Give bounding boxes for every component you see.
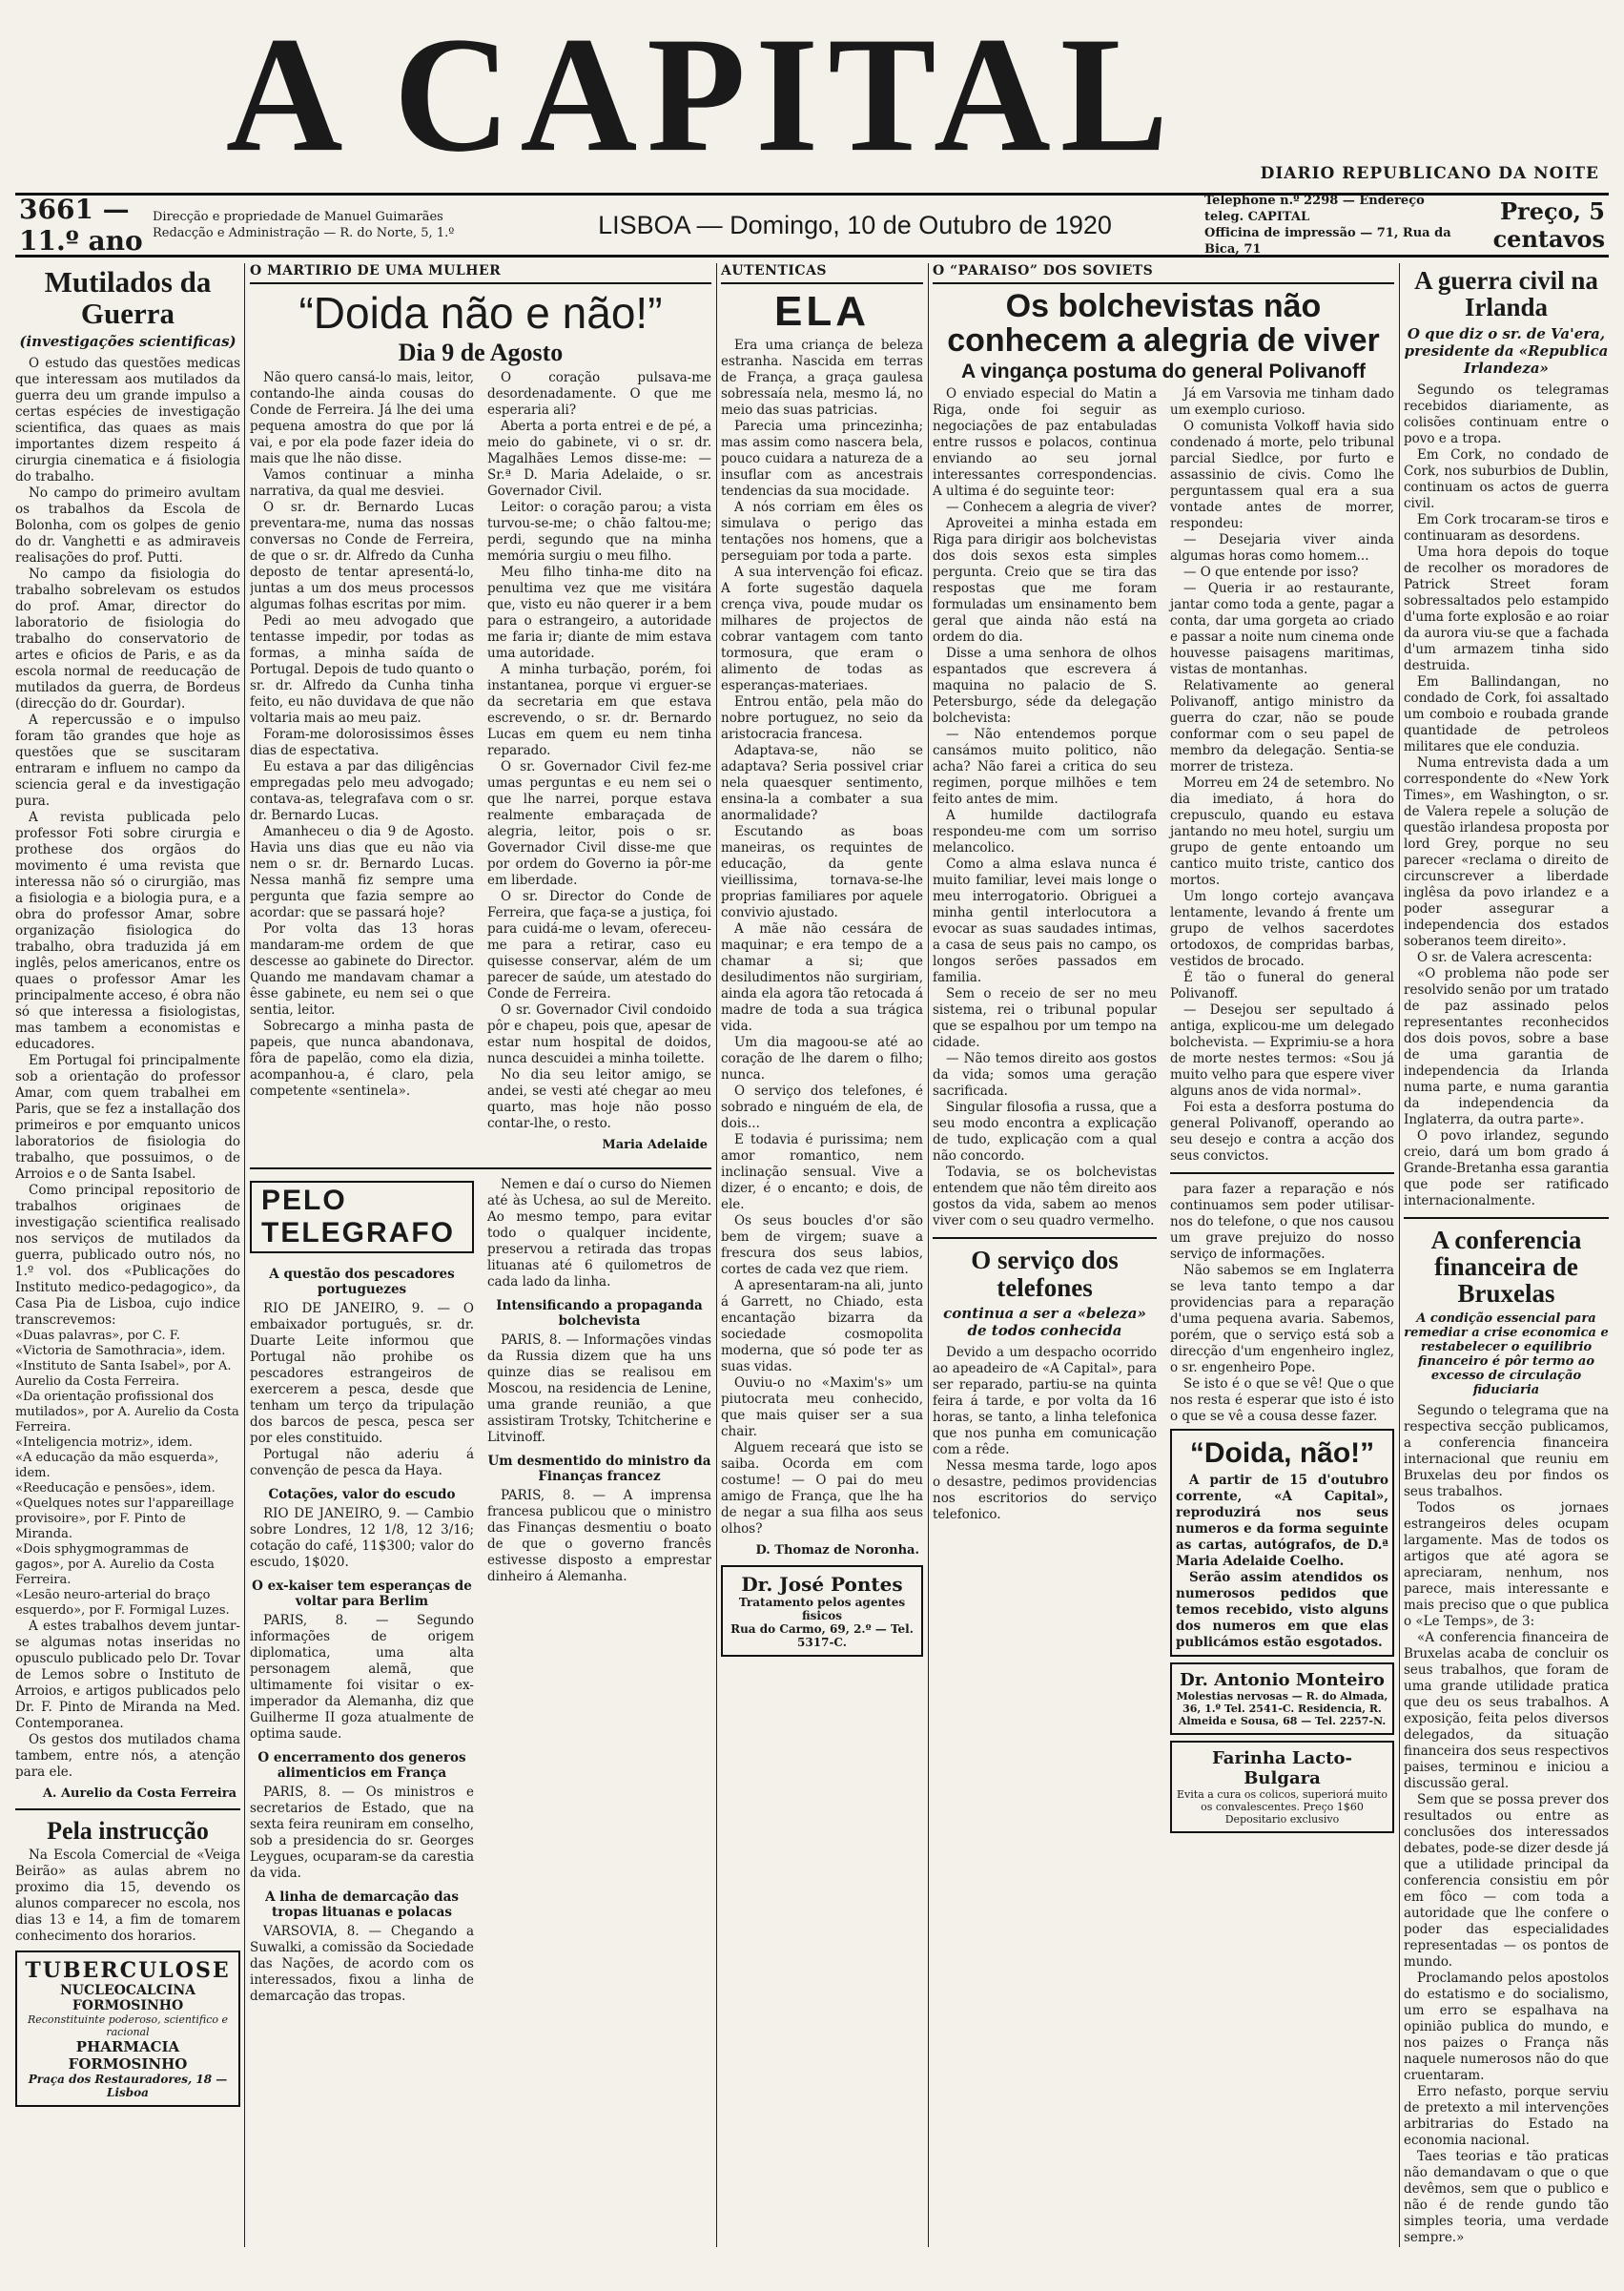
redaction-line: Redacção e Administração — R. do Norte, 5, 1.º <box>153 226 455 240</box>
paragraph: Em Cork trocaram-se tiros e continuaram as desordens. <box>1404 511 1609 544</box>
paragraph: Entrou então, pela mão do nobre portuguez, no seio da aristocracia francesa. <box>721 694 923 743</box>
divider <box>933 1237 1157 1239</box>
paragraph: Ouviu-o no «Maxim's» um piutocrata meu conhecido, que mais quiser ser a sua chair. <box>721 1375 923 1440</box>
paragraph: PARIS, 8. — Segundo informações de origem diplomatica, uma alta personagem alemã, que ultimamente foi visitar o ex-imperador da Alemanha, diz que Guilherme II goza atualmente de optima saude. <box>250 1612 474 1742</box>
telegraph-left <box>250 1177 474 2005</box>
paragraph: Em Portugal foi principalmente sob a orientação do professor Amar, com quem trabalhei em Paris, que se fez a installação dos primeiros e por emquanto unicos laboratorios de fisiologia do trabalho, que possuimos, o de Arroios e o de Santa Isabel. <box>15 1053 240 1183</box>
paragraph: A estes trabalhos devem juntar-se algumas notas inseridas no opusculo publicado pelo Dr. Tovar de Lemos sobre o Instituto de Arroios, e artigos publicados pelo Dr. F. Pinto de Miranda na Med. Contemporanea. <box>15 1619 240 1732</box>
paragraph: Era uma criança de beleza estranha. Nascida em terras de França, a graça gaulesa sobressaía nela, mesmo lá, no meio das suas patricias. <box>721 338 923 419</box>
list-item: «Duas palavras», por C. F. <box>15 1329 180 1344</box>
paragraph: Já em Varsovia me tinham dado um exemplo curioso. <box>1170 386 1394 419</box>
ad-line: Evita a cura os colicos, superiorá muito os convalescentes. Preço 1$60 <box>1177 1787 1388 1813</box>
paragraph: A repercussão e o impulso foram tão grandes que hoje as questões que se suscitaram entraram e influem no campo da sciencia geral e da investigação pura. <box>15 712 240 810</box>
masthead <box>15 3 1609 193</box>
telegraph-section <box>250 1177 711 2005</box>
paragraph: — Não entendemos porque cansámos muito politico, não acha? Não farei a critica do seu regimen, porque milhões e tem feito antes de mim. <box>933 727 1157 808</box>
ad-line: PHARMACIA FORMOSINHO <box>68 2038 188 2074</box>
paragraph: A mãe não cessára de maquinar; e era tempo de a chamar a si; que desiludimentos não surgiriam, ainda ela agora tão retocada á madre de toda a sua trágica vida. <box>721 921 923 1035</box>
paragraph: E todavia é purissima; nem amor romantico, nem inclinação sensual. Vive a dizer, é o encanto; e dois, de ele. <box>721 1132 923 1213</box>
paragraph: No campo do primeiro avultam os trabalhos da Escola de Bolonha, com os golpes de genio do dr. Vanghetti e as admiraveis realisações do prof. Putti. <box>15 485 240 567</box>
paragraph: No dia seu leitor amigo, se andei, se vesti até chegar ao meu quarto, mas hoje não posso contar-lhe, o resto. <box>487 1066 711 1131</box>
article-headline: Os bolchevistas não conhecem a alegria de viver <box>947 288 1380 359</box>
paragraph: Como a alma eslava nunca é muito familiar, levei mais longe o meu interrogatorio. Obriguei a minha gentil interlocutora a evocar as suas saudades intimas, a casa de seus pais no campo, os longos serões passados em familia. <box>933 857 1157 986</box>
article-subhead: Dia 9 de Agosto <box>398 339 564 367</box>
paragraph: Um longo cortejo avançava lentamente, levando á frente um grupo de velhos sacerdotes ortodoxos, de compridas barbas, vestidos de brocado. <box>1170 889 1394 970</box>
ad-line: Depositario exclusivo <box>1224 1812 1340 1826</box>
paragraph: Singular filosofia a russa, que a seu modo encontra a explicação de tudo, explicação com a qual não concordo. <box>933 1100 1157 1165</box>
article-headline: O serviço dos telefones <box>971 1246 1119 1302</box>
article-kicker: O MARTIRIO DE UMA MULHER <box>250 263 711 284</box>
paragraph: A sua intervenção foi eficaz. A forte sugestão daquela crença viva, poude mudar os milhares de projectos de cobrar vantagem com tanto tormosura, que eram o alimento de todas as esperanças-materiaes. <box>721 565 923 694</box>
paragraph: Devido a um despacho ocorrido ao apeadeiro de «A Capital», para ser reparado, partiu-se na quinta feira á tarde, e por volta da 16 horas, se tanto, a linha telefonica que nos punha em comunicação com a rêde. <box>933 1345 1157 1458</box>
paragraph: Pedi ao meu advogado que tentasse impedir, por todas as formas, a minha saída de Portugal. Depois de tudo quanto o sr. dr. Alfredo da Cunha tinha feito, eu não duvidava de que não voltaria mais ao meu paiz. <box>250 612 474 726</box>
paragraph: O sr. Director do Conde de Ferreira, que faça-se a justiça, foi para cuidá-me o levam, ofereceu-me para a retirar, caso eu quisesse conservar, além de um parecer de saúde, um atestado do Conde de Ferreira. <box>487 888 711 1001</box>
paragraph: Sem o receio de ser no meu sistema, rei o tribunal popular que se espalhou por um tempo na cidade. <box>933 986 1157 1051</box>
paragraph: Erro nefasto, porque serviu de pretexto a mil intervenções arbitrarias do Estado na economia nacional. <box>1404 2083 1609 2148</box>
advertisement <box>721 1565 923 1657</box>
paragraph: O sr. dr. Bernardo Lucas preventara-me, numa das nossas conversas no Conde de Ferreira, de que o sr. dr. Alfredo da Cunha deposto de tentar apresentá-lo, juntas a um dos meus processos algumas folhas escritas por mim. <box>250 499 474 612</box>
paragraph: A partir de 15 d'outubro corrente, «A Capital», reproduzirá nos seus numeros e da forma seguinte as cartas, autógrafos, de D.ª Maria Adelaide Coelho. <box>1176 1472 1388 1569</box>
ad-title: Dr. José Pontes <box>741 1573 903 1597</box>
article-body <box>250 370 711 1160</box>
divider <box>1404 1217 1609 1219</box>
paragraph: Leitor: o coração parou; a vista turvou-se-me; o chão faltou-me; perdi, segundo que na minha memória surgiu o meu filho. <box>487 499 711 564</box>
article-subhead: continua a ser a «beleza» de todos conhecida <box>943 1305 1146 1340</box>
paragraph: — Queria ir ao restaurante, jantar como toda a gente, pagar a conta, dar uma gorgeta ao criado e passar a noite num cinema onde houvesse paisagens maritimas, vistas de montanhas. <box>1170 581 1394 678</box>
body-right <box>487 370 711 1160</box>
column-rule <box>244 263 245 2247</box>
paragraph: Aproveitei a minha estada em Riga para dirigir aos bolchevistas dos dois sexos esta simples pergunta. Creio que se tira das respostas que me foram formuladas um ensinamento bem geral que ainda não está na ordem do dia. <box>933 516 1157 646</box>
paragraph: Todavia, se os bolchevistas entendem que não têm direito aos gostos da vida, sabem ao menos viver com o seu quadro vermelho. <box>933 1165 1157 1229</box>
list-item: «Reeducação e pensões», idem. <box>15 1481 216 1496</box>
column-soviets <box>933 263 1394 2257</box>
paragraph: — Desejaria viver ainda algumas horas como homem... <box>1170 532 1394 565</box>
printing-line: Officina de impressão — 71, Rua da Bica, 71 <box>1204 226 1451 257</box>
paragraph: RIO DE JANEIRO, 9. — Cambio sobre Londres, 12 1/8, 12 3/16; cotação do café, 11$300; valor do escudo, 1$020. <box>250 1505 474 1570</box>
list-item: «Da orientação profissional dos mutilados», por A. Aurelio da Costa Ferreira. <box>15 1390 239 1435</box>
column-rule <box>928 263 929 2247</box>
paragraph: Relativamente ao general Polivanoff, antigo ministro da guerra do czar, não se poude conformar com o seu papel de membro da delegação. Sentia-se morrer de tristeza. <box>1170 678 1394 775</box>
body-left <box>933 386 1157 1839</box>
ad-line: Reconstituinte poderoso, scientifico e racional <box>27 2013 229 2039</box>
article-headline: ELA <box>774 288 870 335</box>
paragraph: O sr. Governador Civil condoido pôr e chapeu, pois que, apesar de estar num hospital de doidos, nunca descuidei a minha toilette. <box>487 1001 711 1066</box>
paragraph: Todos os jornaes estrangeiros deles ocupam largamente. Mas de todos os artigos que até agora se apreciaram, nenhum, nos parece, mais interessante e mais preciso que o que publica o «Le Temps», de 3: <box>1404 1499 1609 1629</box>
paragraph: A apresentaram-na ali, junto á Garrett, no Chiado, esta encantação bizarra da sociedade cosmopolita moderna, que só pode ter as suas vidas. <box>721 1278 923 1375</box>
paragraph: É tão o funeral do general Polivanoff. <box>1170 970 1394 1002</box>
paragraph: Os seus boucles d'or são bem de virgem; suave a frescura dos seus labios, cortes de cada vez que riem. <box>721 1213 923 1278</box>
advertisement <box>1170 1662 1394 1735</box>
paragraph: Não quero cansá-lo mais, leitor, contando-lhe ainda cousas do Conde de Ferreira. Já lhe dei uma pequena amostra do que por lá vai, e por ela pode fazer ideia do mais que lhe não disse. <box>250 369 474 466</box>
paragraph: Em Ballindangan, no condado de Cork, foi assaltado um comboio e roubada grande quantidade de petroleos militares que ele conduzia. <box>1404 673 1609 754</box>
paragraph: A minha turbação, porém, foi instantanea, porque vi erguer-se da secretaria em que estava escrevendo, o sr. dr. Bernardo Lucas em quem eu nem tinha reparado. <box>487 661 711 758</box>
paragraph: Nessa mesma tarde, logo apos o desastre, pedimos providencias nos escritorios do serviço telefonico. <box>933 1458 1157 1523</box>
signature: A. Aurelio da Costa Ferreira <box>42 1786 236 1802</box>
issue-number: 3661 — 11.º ano <box>19 194 143 257</box>
advertisement <box>15 1950 240 2107</box>
newspaper-title: A CAPITAL <box>225 3 1179 186</box>
paragraph: — Desejou ser sepultado á antiga, explicou-me um delegado bolchevista. — Exprimiu-se a hora de morte nestes termos: «Sou já muito velho para que espere viver alguns anos de vida normal». <box>1170 1002 1394 1100</box>
price: Preço, 5 centavos <box>1492 197 1605 253</box>
paragraph: O serviço dos telefones, é sobrado e ninguém de ela, de dois... <box>721 1084 923 1132</box>
paragraph: VARSOVIA, 8. — Chegando a Suwalki, a comissão da Sociedade das Nações, de acordo com os interessados, fixou a linha de demarcação das tropas. <box>250 1923 474 2004</box>
paragraph: PARIS, 8. — Informações vindas da Russia dizem que ha uns quinze dias se realisou em Moscou, na residencia de Lenine, uma grande reunião, a que assistiram Trotsky, Tchitcherine e Litvinoff. <box>487 1331 711 1445</box>
article-subhead: (investigações scientificas) <box>19 333 236 351</box>
direction-info <box>153 209 505 241</box>
paragraph: Disse a uma senhora de olhos espantados que escrevera á maquina no palacio de S. Petersburgo, séde da delegação bolchevista: <box>933 646 1157 727</box>
ad-title: TUBERCULOSE <box>25 1958 231 1984</box>
paragraph: A humilde dactilografa respondeu-me com um sorriso melancolico. <box>933 808 1157 857</box>
paragraph: Parecia uma princezinha; mas assim como nascera bela, pouco cuidara a natureza de a insuflar com as ancestrais tendencias da sua mocidade. <box>721 419 923 500</box>
list-item: «A educação da mão esquerda», idem. <box>15 1451 219 1481</box>
column-mutilados <box>15 263 240 2257</box>
list-item: «Dois sphygmogrammas de gagos», por A. Aurelio da Costa Ferreira. <box>15 1542 215 1588</box>
paragraph: O sr. Governador Civil fez-me umas perguntas e eu nem sei o que lhe narrei, porque estava realmente embaraçada de alegria, leitor, pois o sr. Governador Civil disse-me que por ordem do Governo ia pôr-me em liberdade. <box>487 758 711 888</box>
paragraph: Se isto é o que se vê! Que o que nos resta é esperar que isto é isto o que se vê a cousa desse fazer. <box>1170 1376 1394 1425</box>
paragraph: O coração pulsava-me desordenadamente. O que me esperaria ali? <box>487 369 711 418</box>
ad-title: Dr. Antonio Monteiro <box>1180 1669 1385 1690</box>
paragraph: Sem que se possa prever dos resultados ou entre as conclusões dos interessados debates, pode-se dizer desde já que a utilidade principal da conferencia consistiu em pôr em fôco — com toda a autoridade que lhe confere o poder das especialidades representadas — os pontos de mundo. <box>1404 1791 1609 1970</box>
paragraph: Eu estava a par das diligências empregadas pelo meu advogado; contava-as, telegrafava com o sr. dr. Bernardo Lucas. <box>250 758 474 823</box>
article-body <box>933 386 1394 1839</box>
paragraph: RIO DE JANEIRO, 9. — O embaixador português, sr. dr. Duarte Leite informou que Portugal não prohibe os pescadores estrangeiros de exercerem a pesca, desde que tenham um terço da tripulação dos barcos de pesca, pesca ser por eles constituido. <box>250 1300 474 1446</box>
paragraph: Escutando as boas maneiras, os requintes de educação, da gente vieillissima, tornava-se-lhe proprias familiares por aquele convivio ajustado. <box>721 824 923 921</box>
paragraph: Aberta a porta entrei e de pé, a meio do gabinete, vi o sr. dr. Magalhães Lemos disse-me: — Sr.ª D. Maria Adelaide, o sr. Governador Civil. <box>487 418 711 499</box>
paragraph: — Não temos direito aos gostos da vida; somos uma geração sacrificada. <box>933 1051 1157 1100</box>
paragraph: — O que entende por isso? <box>1183 565 1359 581</box>
paragraph: O comunista Volkoff havia sido condenado á morte, pelo tribunal parcial Siedlce, por furto e assassinio de civis. Como lhe perguntassem qual era a sua vontade antes de morrer, respondeu: <box>1170 419 1394 532</box>
ad-line: Rua do Carmo, 69, 2.º — Tel. 5317-C. <box>730 1622 914 1650</box>
article-headline: Pela instrucção <box>47 1817 209 1846</box>
paragraph: Meu filho tinha-me dito na penultima vez que me visitára que, visto eu não querer ir a bem para o estrangeiro, a autoridade me faria ir; diante de mim estava uma autoridade. <box>487 564 711 661</box>
telegraph-subhead: A linha de demarcação das tropas lituanas e polacas <box>265 1889 459 1920</box>
divider <box>15 1808 240 1810</box>
paragraph: PARIS, 8. — A imprensa francesa publicou que o ministro das Finanças desmentiu o boato de que o governo francês estivesse disposto a emprestar dinheiro á Alemanha. <box>487 1487 711 1584</box>
paragraph: A nós corriam em êles os simulava o perigo das tentações nos homens, que a perseguiam por toda a parte. <box>721 500 923 565</box>
notice-title: “Doida, não!” <box>1189 1437 1375 1470</box>
paragraph: PARIS, 8. — Os ministros e secretarios de Estado, que na sexta feira reuniram em conselho, sob a presidencia do sr. Georges Leygues, ocuparam-se da carestia da vida. <box>250 1784 474 1881</box>
column-ela <box>721 263 923 2257</box>
list-item: «Inteligencia motriz», idem. <box>15 1435 193 1451</box>
article-headline: A conferencia financeira de Bruxelas <box>1430 1225 1582 1309</box>
paragraph: Morreu em 24 de setembro. No dia imediato, á hora do crepusculo, quando eu estava jantando no meu hotel, surgiu um grupo de gente entoando um cantico muito triste, cantico dos mortos. <box>1170 775 1394 889</box>
ad-title: Farinha Lacto-Bulgara <box>1212 1747 1352 1788</box>
telegraph-subhead: Intensificando a propaganda bolchevista <box>496 1297 703 1329</box>
telephone-info <box>1204 193 1452 258</box>
direction-line: Direcção e propriedade de Manuel Guimarães <box>153 210 443 224</box>
paragraph: Na Escola Comercial de «Veiga Beirão» as aulas abrem no proximo dia 15, devendo os alunos comparecer no escola, nos dias 13 e 14, a fim de tomarem conhecimento dos horarios. <box>15 1847 240 1945</box>
telegraph-right <box>487 1177 711 2005</box>
paragraph: Como principal repositorio de trabalhos originaes de investigação scientifica realisado nos serviços de mutilados da guerra, publicado outro nós, no 1.º vol. dos «Publicações do Instituto medico-pedagogico», da Casa Pia de Lisboa, cujo indice transcrevemos: <box>15 1183 240 1329</box>
telegraph-subhead: Um desmentido do ministro da Finanças francez <box>487 1453 711 1484</box>
column-rule <box>1399 263 1400 2247</box>
ad-line: Tratamento pelos agentes fisicos <box>738 1596 906 1623</box>
paragraph: — Conhecem a alegria de viver? <box>946 500 1157 516</box>
paragraph: Um dia magoou-se até ao coração de lhe darem o filho; nunca. <box>721 1035 923 1084</box>
article-headline: Mutilados da Guerra <box>44 265 212 330</box>
paragraph: Não sabemos se em Inglaterra se leva tanto tempo a dar providencias para a reparação d'uma pequena avaria. Sabemos, porém, que o serviço está sob a direcção d'um engenheiro inglez, o sr. engenheiro Pope. <box>1170 1263 1394 1376</box>
divider <box>250 1167 711 1169</box>
paragraph: Proclamando pelos apostolos do estatismo e do socialismo, um erro se espalhava na opinião publica do mundo, e nos paizes o França nãs naquele numerosos não do que cruentaram. <box>1404 1970 1609 2083</box>
info-bar <box>15 193 1609 258</box>
telegraph-title: PELO TELEGRAFO <box>250 1181 474 1253</box>
article-headline: A guerra civil na Irlanda <box>1414 266 1598 322</box>
article-kicker: O “PARAISO” DOS SOVIETS <box>933 263 1394 284</box>
divider <box>1170 1172 1394 1174</box>
paragraph: Numa entrevista dada a um correspondente do «New York Times», em Washington, o sr. de Valera repele a solução de questão irlandesa proposta por lord Grey, porque no seu parecer «reclama o direito de circunscrever a liberdade inglêsa da povo irlandez e a poder assegurar a independencia dos estados soberanos teem direito». <box>1404 754 1609 949</box>
list-item: «Quelques notes sur l'appareillage provisoire», por F. Pinto de Miranda. <box>15 1496 235 1542</box>
paragraph: O enviado especial do Matin a Riga, onde foi seguir as negociações de paz entabuladas entre russos e polacos, continua enviando ao seu jornal interessantes correspondencias. A ultima é do seguinte teor: <box>933 386 1157 500</box>
paragraph: Alguem receará que isto se saiba. Ocorda em com costume! — O pai do meu amigo de França, que lhe ha de negar a sua filha aos seus olhos? <box>721 1440 923 1538</box>
telegraph-subhead: Cotações, valor do escudo <box>268 1486 456 1502</box>
list-item: «Instituto de Santa Isabel», por A. Aurelio da Costa Ferreira. <box>15 1359 232 1390</box>
paragraph: Portugal não aderiu á convenção de pesca da Haya. <box>250 1446 474 1478</box>
paragraph: Segundo o telegrama que na respectiva secção publicamos, a conferencia financeira internacional que reuniu em Bruxelas deu por findos os seus trabalhos. <box>1404 1402 1609 1499</box>
paragraph: O sr. de Valera acrescenta: <box>1417 949 1593 965</box>
article-subhead: A vingança postuma do general Polivanoff <box>961 361 1366 383</box>
paragraph: Adaptava-se, não se adaptava? Seria possivel criar nela quaesquer sentimento, ensina-la a combater a sua anormalidade? <box>721 743 923 824</box>
paragraph: Foi esta a desforra postuma do general Polivanoff, operando ao seu desejo e contra a acção dos seus convictos. <box>1170 1100 1394 1165</box>
signature: D. Thomaz de Noronha. <box>755 1543 919 1558</box>
article-headline: “Doida não e não!” <box>298 288 663 338</box>
telegraph-subhead: O encerramento dos generos alimenticios em França <box>257 1749 466 1781</box>
list-item: «Victoria de Samothracia», idem. <box>15 1344 226 1359</box>
article-subhead: A condição essencial para remediar a crise economica e restabelecer o equilibrio financeiro é pôr termo ao excesso de circulação fiduciaria <box>1404 1311 1609 1397</box>
body-right <box>1170 386 1394 1839</box>
place-date: LISBOA — Domingo, 10 de Outubro de 1920 <box>598 210 1112 239</box>
telegraph-subhead: O ex-kaiser tem esperanças de voltar para Berlim <box>252 1578 472 1609</box>
paragraph: Os gestos dos mutilados chama tambem, entre nós, a atenção para ele. <box>15 1732 240 1781</box>
newspaper-page <box>15 3 1609 2264</box>
paragraph: A revista publicada pelo professor Foti sobre cirurgia e prothese dos orgãos do movimento é uma revista que interessa não só o cirurgião, mas a fisiologia e a biologia pura, e a obra do professor Amar, sobre organização fisiologica do trabalho, obra traduzida já em inglês, pelos americanos, entre os quaes o professor Amar les principalmente acceso, é obra não só que interessa a fisiologistas, mas tambem a economistas e educadores. <box>15 810 240 1053</box>
paragraph: para fazer a reparação e nós continuamos sem poder utilisar-nos do telefone, o que nos causou um grave prejuizo do nosso serviço de informações. <box>1170 1182 1394 1263</box>
paragraph: Nemen e daí o curso do Niemen até às Uchesa, ao sul de Mereito. Ao mesmo tempo, para evitar todo o qualquer incidente, preservou a retirada das tropas lituanas até 6 quilometros de cada lado da linha. <box>487 1176 711 1290</box>
paragraph: Por volta das 13 horas mandaram-me ordem de que descesse ao gabinete do Director. Quando me mandavam chamar a êsse gabinete, eu nem sei o que sentia, leitor. <box>250 920 474 1018</box>
advertisement <box>1170 1741 1394 1833</box>
paragraph: Vamos continuar a minha narrativa, da qual me desviei. <box>250 466 474 499</box>
ad-line: Molestias nervosas — R. do Almada, 36, 1.º Tel. 2541-C. Residencia, R. Almeida e Sousa, 68 — Tel. 2257-N. <box>1176 1689 1388 1727</box>
column-martirio <box>250 263 711 2257</box>
paragraph: Serão assim atendidos os numerosos pedidos que temos recebido, visto alguns dos numeros em que elas publicámos estão esgotados. <box>1176 1569 1388 1650</box>
article-subhead: O que diz o sr. de Va'era, presidente da «Republica Irlandeza» <box>1404 324 1609 377</box>
paragraph: «A conferencia financeira de Bruxelas acaba de concluir os seus trabalhos, que foram de uma grande utilidade pratica que deu os seus trabalhos. A exposição, feita pelos diversos delegados, da situação financeira dos seus respectivos paises, terminou e iniciou a discussão geral. <box>1404 1629 1609 1791</box>
notice-box <box>1170 1429 1394 1657</box>
article-kicker: AUTENTICAS <box>721 263 923 284</box>
ad-line: Praça dos Restauradores, 18 — Lisboa <box>28 2073 228 2100</box>
column-irlanda <box>1404 263 1609 2257</box>
newspaper-subtitle: DIARIO REPUBLICANO DA NOITE <box>1260 164 1599 183</box>
signature: Maria Adelaide <box>602 1137 708 1152</box>
paragraph: Taes teorias e tão praticas não demandavam o que o que devêmos, sem que o publico e não é de rende gundo tão simples teoria, uma verdade sempre.» <box>1404 2148 1609 2245</box>
body-left <box>250 370 474 1160</box>
ad-line: NUCLEOCALCINA FORMOSINHO <box>59 1983 196 2014</box>
paragraph: «O problema não pode ser resolvido senão por um tratado de paz assinado pelos representantes reconhecidos dos dois povos, sobre a base de uma garantia de independencia da Irlanda numa parte, e numa garantia da independencia da Inglaterra, da outra parte». <box>1404 965 1609 1127</box>
columns <box>15 258 1609 2260</box>
paragraph: Foram-me dolorosissimos êsses dias de espectativa. <box>250 726 474 758</box>
list-item: «Lesão neuro-arterial do braço esquerdo», por F. Formigal Luzes. <box>15 1588 230 1619</box>
paragraph: Em Cork, no condado de Cork, nos suburbios de Dublin, continuam os actos de guerra civil. <box>1404 446 1609 511</box>
paragraph: O povo irlandez, segundo creio, dará um bom grado á Grande-Bretanha essa garantia que pode ser ratificado internacionalmente. <box>1404 1127 1609 1208</box>
paragraph: Segundo os telegramas recebidos diariamente, as colisões continuam entre o povo e a tropa. <box>1404 382 1609 446</box>
telegraph-subhead: A questão dos pescadores portuguezes <box>269 1266 455 1297</box>
paragraph: O estudo das questões medicas que interessam aos mutilados da guerra deu um grande impulso a certas espécies de investigação scientifica, das quaes as mais importantes dizem respeito á cirurgia cinematica e á fisiologia do trabalho. <box>15 356 240 485</box>
paragraph: Sobrecargo a minha pasta de papeis, que nunca abandonava, fôra de papelão, como ela dizia, acompanhou-a, é claro, pela competente «sentinela». <box>250 1018 474 1099</box>
paragraph: Uma hora depois do toque de recolher os moradores de Patrick Street foram sobressaltados pelo estampido d'uma forte explosão e ao roiar da aurora viu-se que a fachada d'um armazem tinha sido destruida. <box>1404 544 1609 673</box>
paragraph: Amanheceu o dia 9 de Agosto. Havia uns dias que eu não via nem o sr. dr. Bernardo Lucas. Nessa manhã fiz sempre uma pergunta que fazia sempre ao acordar: que se passará hoje? <box>250 823 474 920</box>
paragraph: No campo da fisiologia do trabalho sobrelevam os estudos do prof. Amar, director do laboratorio de fisiologia do trabalho do conservatorio de artes e oficios de Paris, e as da escola normal de reeducação de mutilados da guerra, de Bordeus (direcção do dr. Gourdar). <box>15 567 240 712</box>
column-rule <box>716 263 717 2247</box>
telephone-line: Telephone n.º 2298 — Endereço teleg. CAPITAL <box>1204 194 1425 224</box>
